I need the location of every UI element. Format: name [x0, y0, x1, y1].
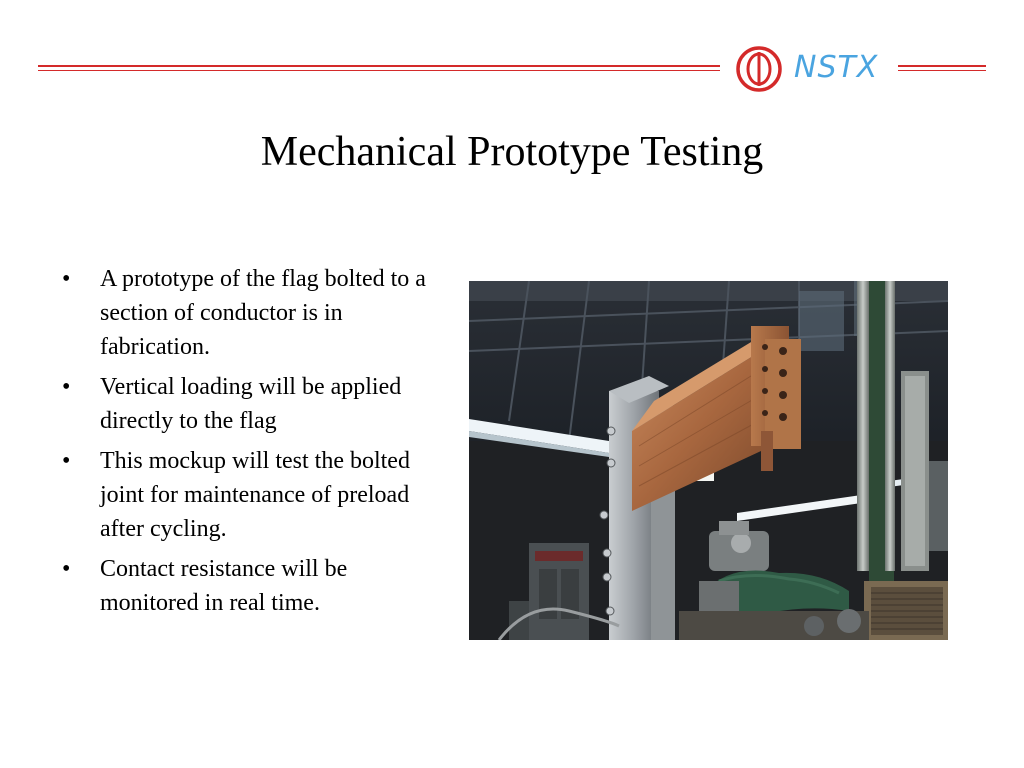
header-rule-left [38, 65, 720, 67]
prototype-photo [469, 281, 948, 640]
logo-wordmark: NSTX [794, 50, 879, 85]
bullet-marker: • [62, 448, 71, 474]
bullet-marker: • [62, 374, 71, 400]
bullet-text: Vertical loading will be applied directly to the flag [100, 374, 402, 434]
nstx-logo-icon [734, 44, 784, 94]
header-rule-right [898, 65, 986, 67]
header-rule-right-thin [898, 70, 986, 71]
bullet-text: A prototype of the flag bolted to a section of conductor is in fabrication. [100, 266, 426, 360]
bullet-list [54, 262, 426, 626]
bullet-marker: • [62, 266, 71, 292]
bullet-item [54, 370, 426, 438]
bullet-text: This mockup will test the bolted joint for maintenance of preload after cycling. [100, 448, 410, 542]
bullet-item [54, 262, 426, 364]
bullet-item [54, 444, 426, 546]
bullet-text: Contact resistance will be monitored in real time. [100, 556, 348, 616]
bullet-marker: • [62, 556, 71, 582]
header-rule-left-thin [38, 70, 720, 71]
slide-title: Mechanical Prototype Testing [260, 129, 764, 175]
bullet-item [54, 552, 426, 620]
